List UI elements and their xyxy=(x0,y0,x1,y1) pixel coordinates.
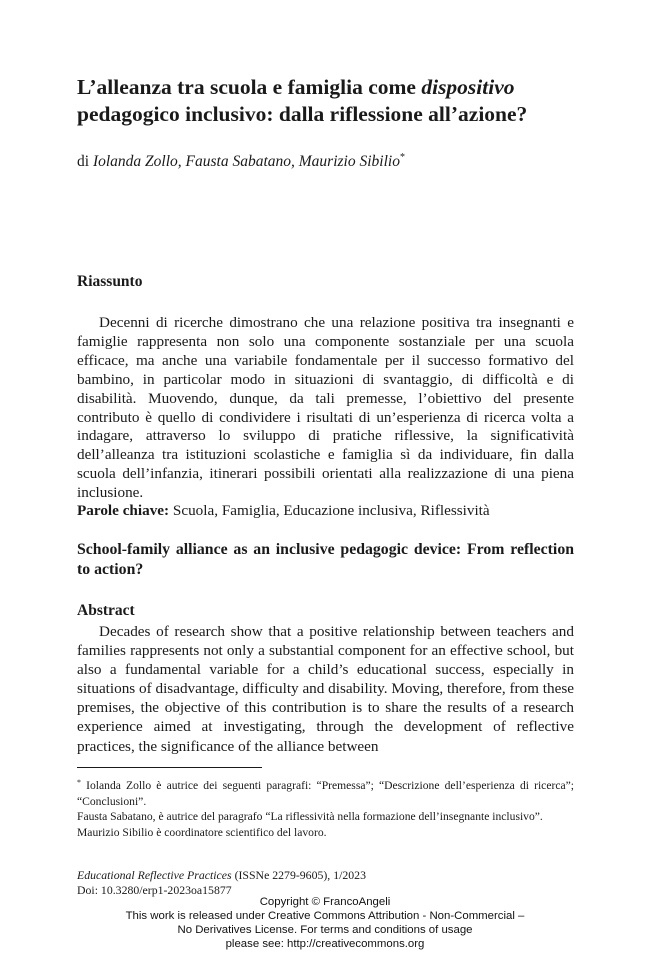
english-title: School-family alliance as an inclusive pedagogic device: From reflection to action? xyxy=(77,541,574,578)
footnote-divider xyxy=(77,767,262,768)
author-footnote-mark: * xyxy=(399,152,405,163)
footnote-mark: * xyxy=(77,778,81,787)
riassunto-text: Decenni di ricerche dimostrano che una relazione positiva tra insegnanti e famiglie rappresenta non solo una componente sostanziale per una scuola efficace, ma anche una variabile fondamentale per il successo formativo del bambino, in particolar modo in situazioni di svantaggio, di difficoltà e di disabilità. Muovendo, dunque, da tali premesse, l’obiettivo del presente contributo è quello di condividere i risultati di un’esperienza di ricerca volta a indagare, attraverso lo sviluppo di pratiche riflessive, la significatività dell’alleanza tra istituzioni scolastiche e famiglia sì da individuare, fin dalla scuola dell’infanzia, itinerari possibili orientati alla realizzazione di una piena inclusione. xyxy=(77,314,574,502)
journal-citation xyxy=(77,868,574,883)
journal-issn: (ISSNe 2279-9605), 1/2023 xyxy=(231,868,366,882)
author-line xyxy=(77,148,574,172)
journal-doi: Doi: 10.3280/erp1-2023oa15877 xyxy=(77,883,232,897)
footnote-2: Fausta Sabatano, è autrice del paragrafo “La riflessività nella formazione dell’insegnante inclusivo”. xyxy=(77,810,543,824)
license-notice xyxy=(0,895,650,951)
license-line-4: please see: http://creativecommons.org xyxy=(225,938,425,950)
title-italic-word: dispositivo xyxy=(421,75,515,99)
license-line-3: No Derivatives License. For terms and conditions of usage xyxy=(177,924,473,936)
journal-info xyxy=(77,868,574,898)
author-names: Iolanda Zollo, Fausta Sabatano, Maurizio Sibilio xyxy=(92,153,400,170)
authors-prefix: di xyxy=(77,153,93,170)
license-line-1: Copyright © FrancoAngeli xyxy=(259,896,391,908)
keywords-line xyxy=(77,501,574,520)
title-part-2: pedagogico inclusivo: dalla riflessione all’azione? xyxy=(77,102,528,126)
paper-title xyxy=(77,74,574,128)
footnotes xyxy=(77,775,574,840)
riassunto-heading: Riassunto xyxy=(77,273,143,290)
keywords-label: Parole chiave: xyxy=(77,502,170,519)
footnote-1 xyxy=(77,775,574,809)
license-line-2: This work is released under Creative Commons Attribution - Non-Commercial – xyxy=(125,910,525,922)
footnote-1-text: Iolanda Zollo è autrice dei seguenti paragrafi: “Premessa”; “Descrizione dell’esperienza di ricerca”; “Conclusioni”. xyxy=(77,779,574,808)
title-part-1: L’alleanza tra scuola e famiglia come xyxy=(77,75,422,99)
keywords-text: Scuola, Famiglia, Educazione inclusiva, Riflessività xyxy=(169,502,490,519)
abstract-text: Decades of research show that a positive relationship between teachers and families rappresents not only a substantial component for an effective school, but also a fundamental variable for a child’s educational success, especially in situations of disadvantage, difficulty and disability. Moving, therefore, from these premises, the objective of this contribution is to share the results of a research experience aimed at investigating, through the development of reflective practices, the significance of the alliance between xyxy=(77,623,574,755)
journal-name: Educational Reflective Practices xyxy=(77,868,232,882)
abstract-heading: Abstract xyxy=(77,602,135,619)
footnote-3: Maurizio Sibilio è coordinatore scientifico del lavoro. xyxy=(77,825,327,839)
